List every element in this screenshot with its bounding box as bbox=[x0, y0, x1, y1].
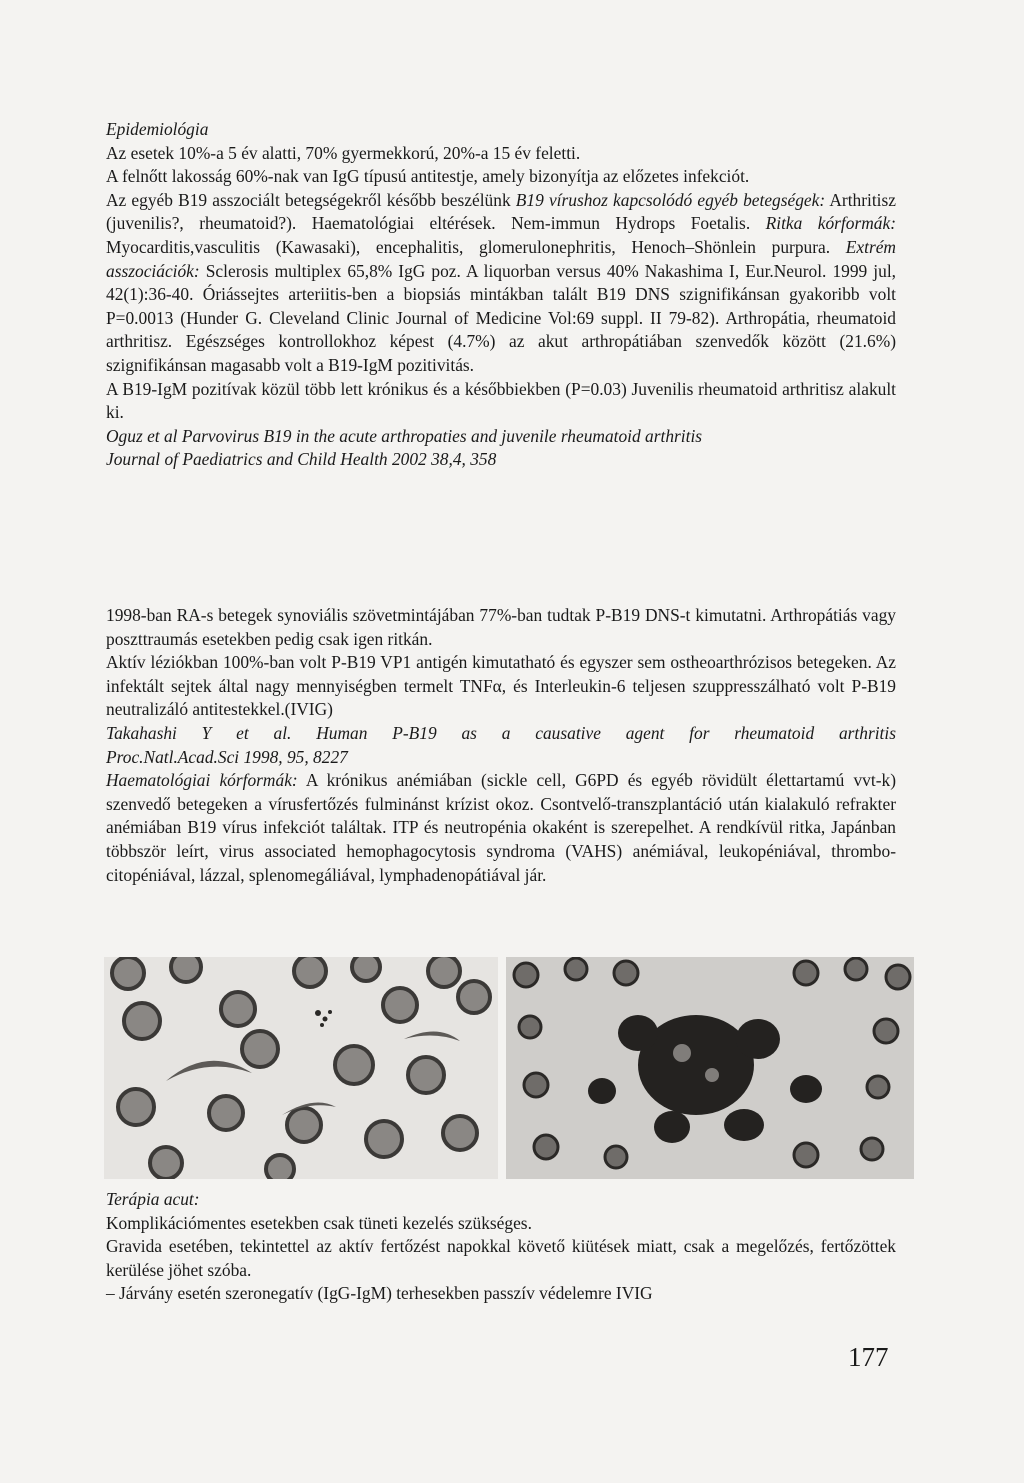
citation-line: Proc.Natl.Acad.Sci 1998, 95, 8227 bbox=[106, 746, 348, 767]
red-blood-cells-micrograph bbox=[104, 957, 498, 1179]
micrograph-figures bbox=[104, 957, 914, 1179]
epidemiology-heading: Epidemiológia bbox=[106, 119, 209, 139]
inline-heading: Extrém asszociációk: bbox=[106, 236, 896, 281]
paragraph: Az esetek 10%-a 5 év alatti, 70% gyermekkorú, 20%-a 15 év feletti. bbox=[106, 142, 581, 163]
therapy-heading: Terápia acut: bbox=[106, 1189, 200, 1209]
inline-heading: Haematológiai kórformák: bbox=[106, 770, 298, 791]
bone-marrow-image bbox=[506, 957, 914, 1179]
therapy-section bbox=[106, 1188, 896, 1306]
paragraph bbox=[106, 189, 896, 378]
inline-heading: B19 vírushoz kapcsolódó egyéb betegségek: bbox=[515, 189, 826, 210]
ra-section bbox=[106, 604, 896, 887]
text-run: Az egyéb B19 asszociált betegségekről később beszélünk bbox=[106, 189, 516, 210]
paragraph: Komplikációmentes esetekben csak tüneti kezelés szükséges. bbox=[106, 1212, 532, 1233]
text-run: A krónikus anémiában (sickle cell, G6PD és egyéb rövidült élettartamú vvt-k) szenvedő betegeken a vírusfertőzés fulminánst krízist okoz. Csontvelő-transzplantáció után kialakuló refrakter anémiában B19 vírus infekciót találtak. ITP és neutropénia okaként is szerepelhet. A rendkívül ritka, Japánban többször leírt, virus associated hemophagocytosis syndroma (VAHS) anémiával, leukopéniával, thrombo-citopéniával, lázzal, splenomegáliával, lymphadenopátiával jár. bbox=[106, 770, 896, 885]
text-run: Sclerosis multiplex 65,8% IgG poz. A liquorban versus 40% Nakashima I, Eur.Neurol. 1999 jul, 42(1):36-40. Óriássejtes arteriitis-ben a biopsiás mintákban talált B19 DNS szignifikánsan gyakoribb volt P=0.0013 (Hunder G. Cleveland Clinic Journal of Medicine Vol:69 suppl. II 79-82). Arthropátia, rheumatoid arthritisz. Egészséges kontrollokhoz képest (4.7%) az akut arthropátiában szenvedők között (21.6%) szignifikánsan magasabb volt a B19-IgM pozitivitás. bbox=[106, 260, 896, 375]
text-run: Myocarditis,vasculitis (Kawasaki), encephalitis, glomerulonephritis, Henoch–Shönlein purpura. bbox=[106, 236, 846, 257]
citation-line: Oguz et al Parvovirus B19 in the acute arthropaties and juvenile rheumatoid arthritis bbox=[106, 425, 703, 446]
paragraph: A felnőtt lakosság 60%-nak van IgG típusú antitestje, amely bizonyítja az előzetes infekciót. bbox=[106, 166, 750, 187]
page-number: 177 bbox=[848, 1342, 889, 1372]
paragraph bbox=[106, 769, 896, 887]
blood-smear-image bbox=[104, 957, 498, 1179]
paragraph: A B19-IgM pozitívak közül több lett krónikus és a későbbiekben (P=0.03) Juvenilis rheumatoid arthritisz alakult ki. bbox=[106, 378, 896, 423]
erythroblast-micrograph bbox=[506, 957, 914, 1179]
epidemiology-section bbox=[106, 118, 896, 472]
citation-line: Takahashi Y et al. Human P-B19 as a causative agent for rheumatoid arthritis bbox=[106, 722, 896, 743]
paragraph: – Járvány esetén szeronegatív (IgG-IgM) terhesekben passzív védelemre IVIG bbox=[106, 1283, 653, 1304]
paragraph: Gravida esetében, tekintettel az aktív fertőzést napokkal követő kiütések miatt, csak a megelőzés, fertőzöttek kerülése jöhet szóba. bbox=[106, 1236, 896, 1280]
paragraph: Aktív léziókban 100%-ban volt P-B19 VP1 antigén kimutatható és egyszer sem ostheoarthrózisos betegeken. Az infektált sejtek által nagy mennyiségben termelt TNFα, és Interleukin-6 teljesen szuppresszálható volt P-B19 neutralizáló antitestekkel.(IVIG) bbox=[106, 652, 896, 720]
paragraph: 1998-ban RA-s betegek synoviális szövetmintájában 77%-ban tudtak P-B19 DNS-t kimutatni. Arthropátiás vagy poszttraumás esetekben pedig csak igen ritkán. bbox=[106, 605, 896, 649]
inline-heading: Ritka kórformák: bbox=[765, 213, 896, 234]
citation-line: Journal of Paediatrics and Child Health 2002 38,4, 358 bbox=[106, 449, 497, 470]
text-run: Arthritisz (juvenilis?, rheumatoid?). Haematológiai eltérések. Nem-immun Hydrops Foetalis. bbox=[106, 189, 896, 234]
